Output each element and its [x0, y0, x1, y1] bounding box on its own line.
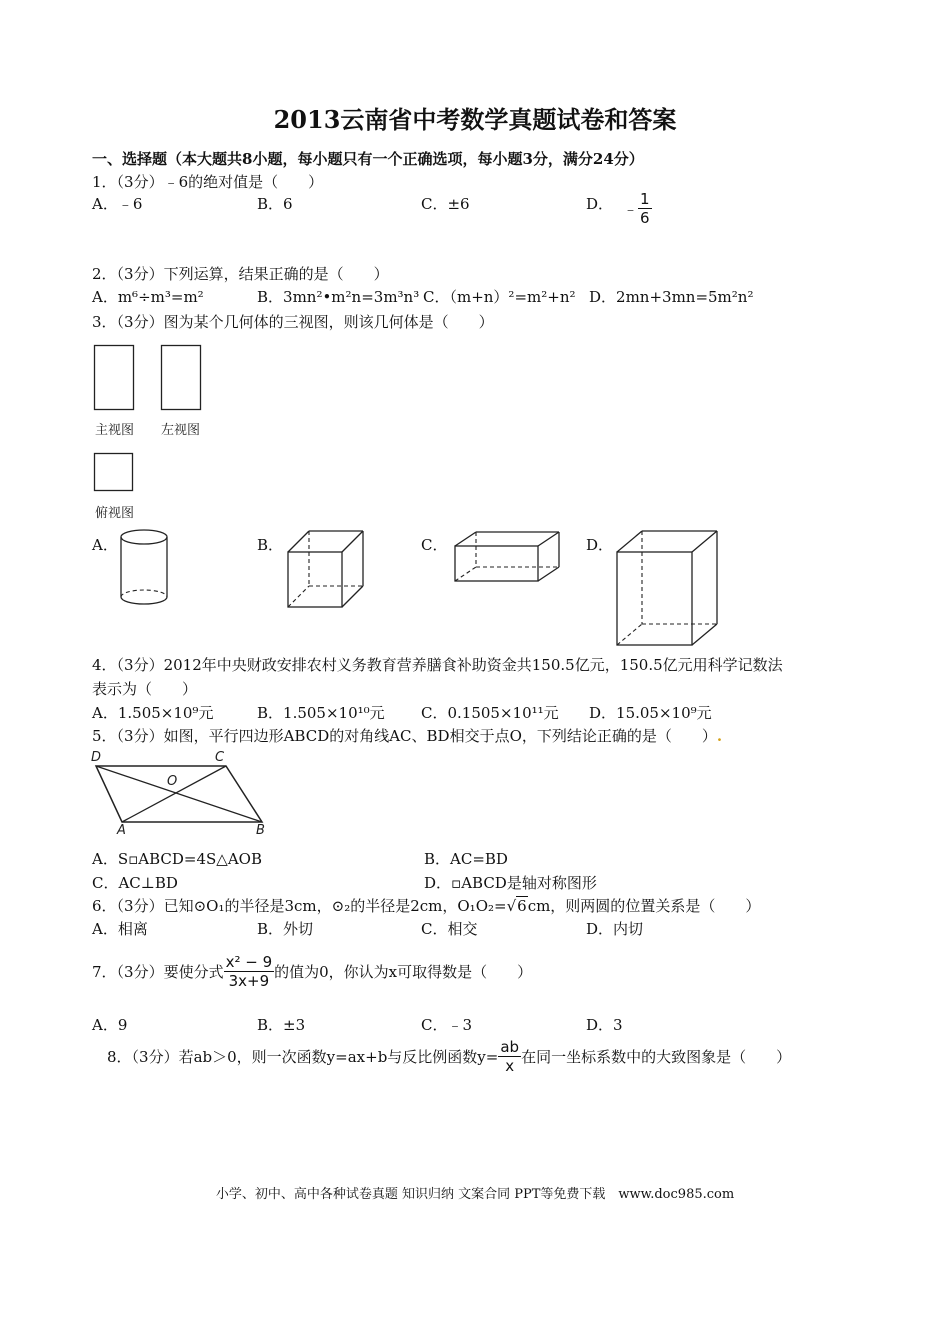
- q7-option-c: C．﹣3: [421, 1016, 473, 1034]
- q2-option-a: A．m⁶÷m³=m²: [92, 288, 204, 306]
- q6-stem-b: cm，则两圆的位置关系是（ ）: [527, 897, 761, 915]
- q1-fraction-num: 1: [640, 190, 650, 208]
- left-view-label: 左视图: [161, 423, 201, 438]
- q7-stem: [92, 953, 532, 990]
- q7-stem-b: 的值为0，你认为x可取得数是（ ）: [274, 963, 533, 981]
- section-heading: 一、选择题（本大题共8小题，每小题只有一个正确选项，每小题3分，满分24分）: [92, 150, 644, 168]
- q6-stem-a: 6．（3分）已知⊙O₁的半径是3cm，⊙₂的半径是2cm，O₁O₂=: [92, 897, 507, 915]
- q2-stem: 2．（3分）下列运算，结果正确的是（ ）: [92, 265, 389, 283]
- q1-option-b: B．6: [257, 195, 293, 213]
- label-o: O: [167, 774, 178, 789]
- q6-radicand: 6: [517, 897, 527, 915]
- q8-stem-a: 8．（3分）若ab＞0，则一次函数y=ax+b与反比例函数y=: [107, 1048, 499, 1066]
- q3-option-a: A．: [92, 536, 118, 554]
- q1-option-d-label: D．: [586, 195, 614, 213]
- q1-stem: 1．（3分）﹣6的绝对值是（ ）: [92, 173, 324, 191]
- q4-option-a: A．1.505×10⁹元: [92, 704, 214, 722]
- q3-option-b: B．: [257, 536, 284, 554]
- q3-option-c: C．: [421, 536, 448, 554]
- q4-option-d: D．15.05×10⁹元: [589, 704, 712, 722]
- q1-option-c: C．±6: [421, 195, 470, 213]
- top-view-label: 俯视图: [95, 506, 135, 521]
- q6-option-b: B．外切: [257, 920, 314, 938]
- q1-option-a: A．﹣6: [92, 195, 143, 213]
- q7-stem-a: 7．（3分）要使分式: [92, 963, 224, 981]
- q6-option-c: C．相交: [421, 920, 478, 938]
- label-c: C: [215, 750, 225, 765]
- q7-fraction: [224, 953, 275, 990]
- q1-option-d-sign: ﹣: [623, 200, 639, 218]
- q3-stem: 3．（3分）图为某个几何体的三视图，则该几何体是（ ）: [92, 313, 494, 331]
- sqrt-icon: √6: [506, 897, 527, 915]
- q7-option-d: D．3: [586, 1016, 623, 1034]
- q8-fraction-num: ab: [500, 1038, 520, 1056]
- main-view-label: 主视图: [95, 423, 135, 438]
- q8-stem-b: 在同一坐标系数中的大致图象是（ ）: [521, 1048, 792, 1066]
- q4-option-b: B．1.505×10¹⁰元: [257, 704, 385, 722]
- q7-fraction-den: 3x+9: [228, 972, 270, 990]
- q5-option-d: D．▫ABCD是轴对称图形: [424, 874, 597, 892]
- q1-fraction-den: 6: [640, 209, 650, 227]
- q8-fraction: [498, 1038, 521, 1075]
- q4-option-c: C．0.1505×10¹¹元: [421, 704, 559, 722]
- q7-option-b: B．±3: [257, 1016, 306, 1034]
- q2-option-d: D．2mn+3mn=5m²n²: [589, 288, 754, 306]
- q4-stem-line1: 4．（3分）2012年中央财政安排农村义务教育营养膳食补助资金共150.5亿元，150.5亿元用科学记数法: [92, 656, 783, 674]
- q5-stem-text: 5．（3分）如图，平行四边形ABCD的对角线AC、BD相交于点O，下列结论正确的是（ ）: [92, 727, 717, 745]
- q7-fraction-num: x² − 9: [225, 953, 273, 971]
- q5-option-a: A．S▫ABCD=4S△AOB: [92, 850, 262, 868]
- q6-option-d: D．内切: [586, 920, 644, 938]
- q3-option-d: D．: [586, 536, 614, 554]
- q2-option-c: C．（m+n）²=m²+n²: [423, 288, 576, 306]
- q8-fraction-den: x: [505, 1057, 515, 1075]
- q4-stem-line2: 表示为（ ）: [92, 680, 198, 698]
- q8-stem: [107, 1038, 791, 1075]
- label-a: A: [117, 823, 126, 838]
- q6-stem: [92, 895, 760, 916]
- footer-text: 小学、初中、高中各种试卷真题 知识归纳 文案合同 PPT等免费下载 www.doc985.com: [215, 1187, 735, 1202]
- page-title: 2013云南省中考数学真题试卷和答案: [273, 105, 677, 134]
- q2-option-b: B．3mn²•m²n=3m³n³: [257, 288, 420, 306]
- label-b: B: [256, 823, 265, 838]
- q5-option-c: C．AC⊥BD: [92, 874, 178, 892]
- label-d: D: [91, 750, 102, 765]
- q5-stem-dot: .: [716, 727, 723, 745]
- q7-option-a: A．9: [92, 1016, 128, 1034]
- q6-option-a: A．相离: [92, 920, 148, 938]
- q5-option-b: B．AC=BD: [424, 850, 508, 868]
